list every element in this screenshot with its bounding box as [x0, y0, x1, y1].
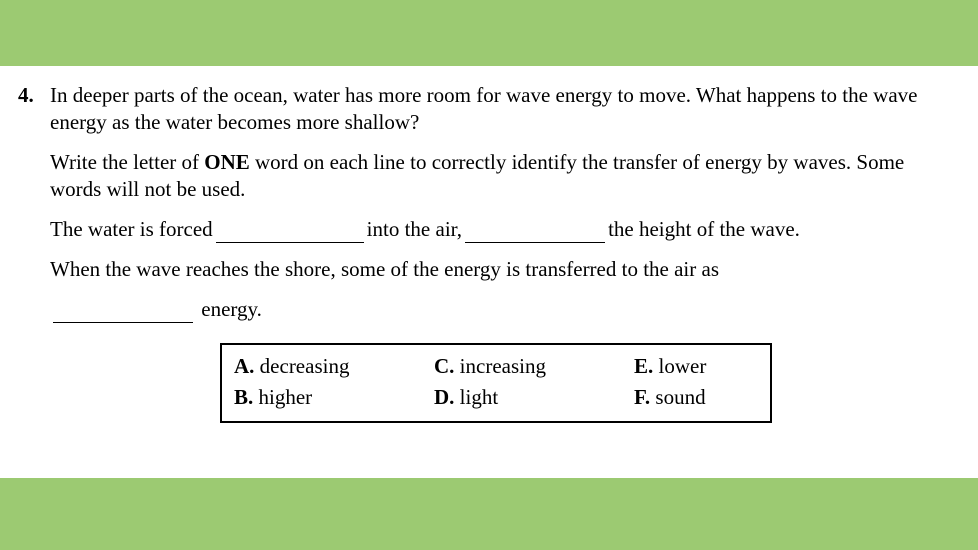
option-letter: C. — [434, 354, 455, 378]
word-bank-row — [222, 384, 770, 411]
answer-sentence-3 — [50, 296, 960, 323]
instruction-text-before: Write the letter of — [50, 150, 205, 174]
option-word: sound — [655, 385, 706, 409]
word-bank-option-f[interactable] — [634, 384, 770, 411]
option-word: decreasing — [259, 354, 350, 378]
question-number: 4. — [18, 83, 34, 107]
option-word: light — [459, 385, 499, 409]
sentence1-part2: into the air, — [366, 217, 463, 241]
word-bank-option-e[interactable] — [634, 353, 770, 380]
bottom-decorative-band — [0, 478, 978, 550]
option-letter: D. — [434, 385, 455, 409]
top-decorative-band — [0, 0, 978, 66]
sentence3-text: energy. — [201, 297, 262, 321]
word-bank-row — [222, 353, 770, 380]
option-letter: B. — [234, 385, 254, 409]
word-bank-option-b[interactable] — [222, 384, 434, 411]
option-word: lower — [658, 354, 707, 378]
option-letter: E. — [634, 354, 654, 378]
answer-sentence-1 — [50, 216, 960, 243]
word-bank-box — [220, 343, 772, 423]
question-body — [50, 82, 960, 323]
answer-sentence-2: When the wave reaches the shore, some of the energy is transferred to the air as — [50, 257, 720, 281]
word-bank-option-a[interactable] — [222, 353, 434, 380]
option-letter: A. — [234, 354, 255, 378]
option-word: higher — [258, 385, 313, 409]
sentence1-part1: The water is forced — [50, 217, 213, 241]
answer-blank-3[interactable] — [53, 304, 193, 323]
sentence1-part3: the height of the wave. — [608, 217, 800, 241]
question-stem: In deeper parts of the ocean, water has more room for wave energy to move. What happens to the wave energy as the water becomes more shallow? — [50, 83, 918, 134]
instruction-emphasis: ONE — [204, 150, 250, 174]
word-bank-option-d[interactable] — [434, 384, 634, 411]
option-word: increasing — [459, 354, 546, 378]
question-instruction — [50, 149, 960, 203]
question-content — [0, 66, 978, 478]
word-bank-option-c[interactable] — [434, 353, 634, 380]
answer-blank-2[interactable] — [465, 224, 605, 243]
answer-blank-1[interactable] — [216, 224, 364, 243]
question-block — [14, 82, 960, 323]
option-letter: F. — [634, 385, 651, 409]
instruction-text-after: word on each line to correctly identify the transfer of energy by waves. Some words will not be used. — [50, 150, 905, 201]
